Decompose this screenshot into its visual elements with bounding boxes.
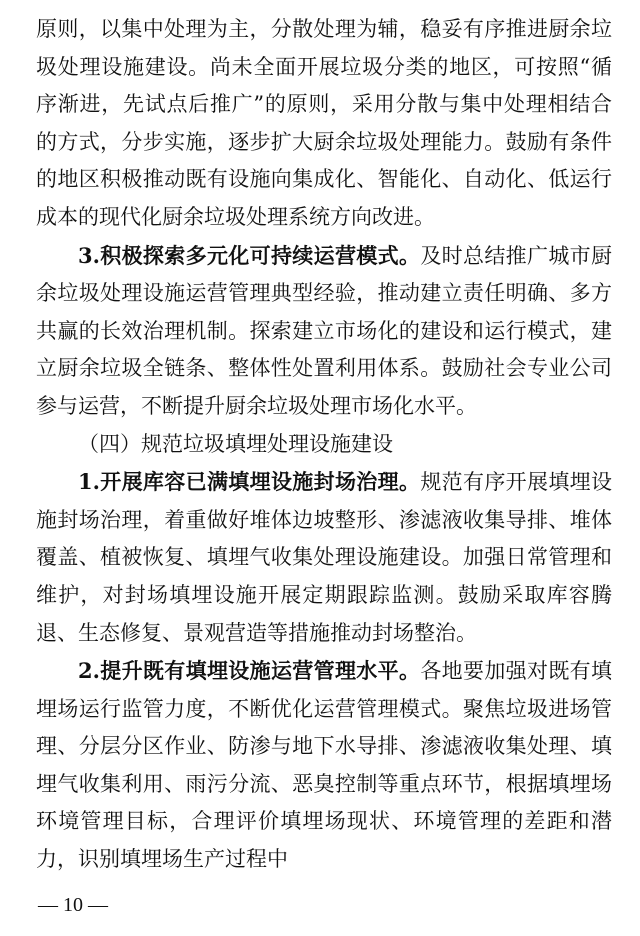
- paragraph-2-text: 及时总结推广城市厨余垃圾处理设施运营管理典型经验，推动建立责任明确、多方共赢的长效治理机制。探索建立市场化的建设和运行模式，建立厨余垃圾全链条、整体性处置利用体系。鼓励社会专业公司参与运营，不断提升厨余垃圾处理市场化水平。: [36, 243, 613, 418]
- paragraph-3: [36, 463, 612, 652]
- paragraph-1: 原则，以集中处理为主，分散处理为辅，稳妥有序推进厨余垃圾处理设施建设。尚未全面开展垃圾分类的地区，可按照“循序渐进，先试点后推广”的原则，采用分散与集中处理相结合的方式，分步实施，逐步扩大厨余垃圾处理能力。鼓励有条件的地区积极推动既有设施向集成化、智能化、自动化、低运行成本的现代化厨余垃圾处理系统方向改进。: [36, 17, 612, 229]
- section-heading: （四）规范垃圾填埋处理设施建设: [78, 431, 393, 456]
- paragraph-3-lead: 1.开展库容已满填埋设施封场治理。: [78, 469, 421, 495]
- document-page: [36, 11, 612, 879]
- paragraph-2-lead: 3.积极探索多元化可持续运营模式。: [78, 242, 421, 268]
- paragraph-4: [36, 652, 612, 879]
- paragraph-4-text: 各地要加强对既有填埋场运行监管力度，不断优化运营管理模式。聚焦垃圾进场管理、分层分区作业、防渗与地下水导排、渗滤液收集处理、填埋气收集利用、雨污分流、恶臭控制等重点环节，根据填埋场环境管理目标，合理评价填埋场现状、环境管理的差距和潜力，识别填埋场生产过程中: [36, 659, 613, 872]
- page-number: — 10 —: [38, 894, 108, 916]
- paragraph-4-lead: 2.提升既有填埋设施运营管理水平。: [78, 658, 421, 684]
- paragraph-2: [36, 237, 612, 426]
- paragraph-3-text: 规范有序开展填埋设施封场治理，着重做好堆体边坡整形、渗滤液收集导排、堆体覆盖、植被恢复、填埋气收集处理设施建设。加强日常管理和维护，对封场填埋设施开展定期跟踪监测。鼓励采取库容腾退、生态修复、景观营造等措施推动封场整治。: [36, 470, 613, 645]
